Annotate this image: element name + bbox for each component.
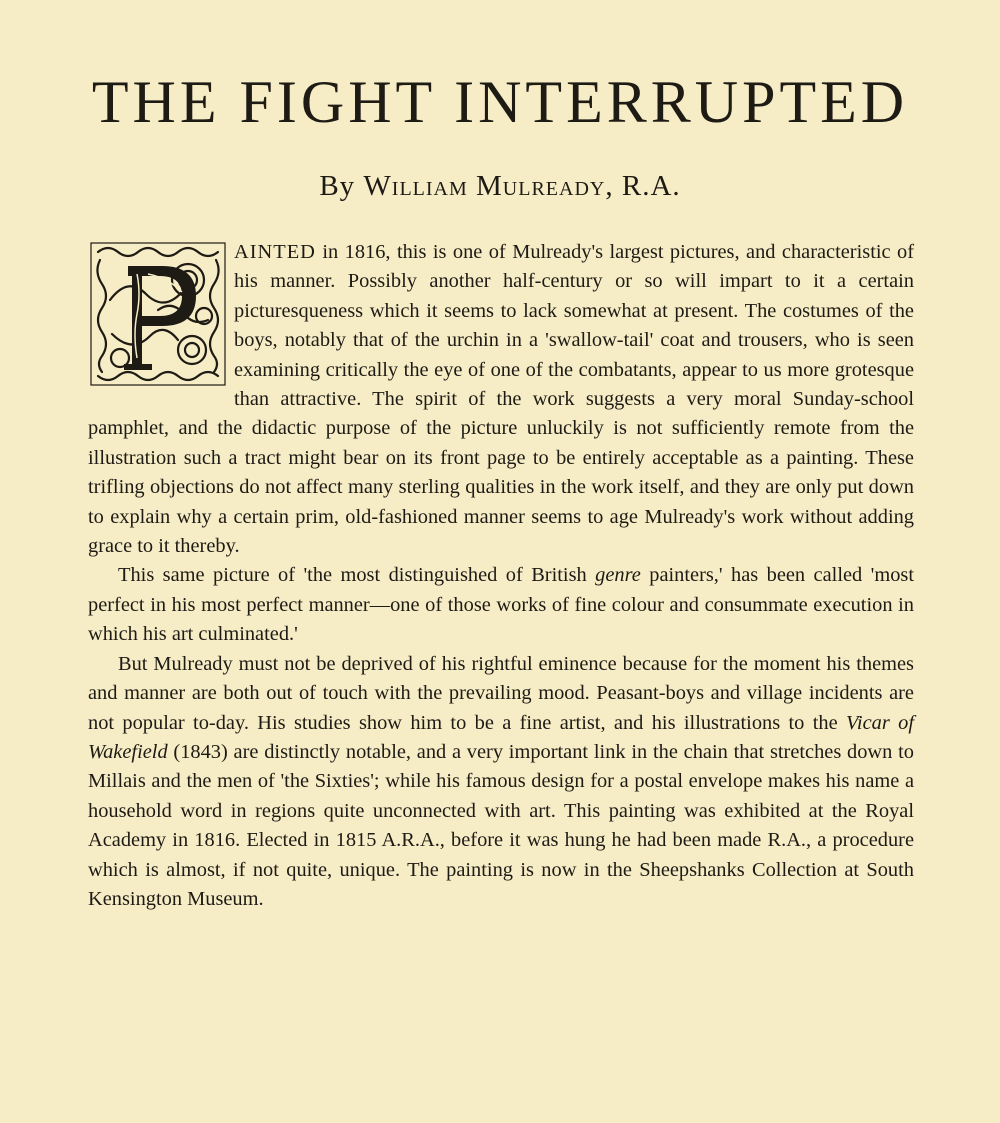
article-title: THE FIGHT INTERRUPTED (91, 69, 909, 135)
byline-suffix: , R.A. (605, 170, 681, 202)
paragraph-1-lead-word: AINTED (234, 241, 316, 263)
byline-prefix: By (319, 170, 364, 202)
paragraph-2-text-a: This same picture of 'the most distinguished of British (118, 564, 596, 587)
ornamental-drop-cap-p-icon (88, 240, 228, 388)
article-byline (0, 170, 1000, 203)
paragraph-2 (88, 561, 914, 649)
paragraph-3-text-a: But Mulready must not be deprived of his rightful eminence because for the moment his themes and manner are both out of touch with the prevailing mood. Peasant-boys and village incidents are not popular to-day. His studies show him to be a fine artist, and his illustrations to the (88, 652, 914, 734)
paragraph-2-italic: genre (595, 564, 641, 587)
article-body (88, 238, 914, 914)
paragraph-3-text-b: (1843) are distinctly notable, and a very important link in the chain that stretches down to Millais and the men of 'the Sixties'; while his famous design for a postal envelope makes his name a household word in regions quite unconnected with art. This painting was exhibited at the Royal Academy in 1816. Elected in 1815 A.R.A., before it was hung he had been made R.A., a procedure which is almost, if not quite, unique. The painting is now in the Sheepshanks Collection at South Kensington Museum. (88, 740, 914, 910)
byline-author: William Mulready (363, 170, 606, 202)
paragraph-2-text-b: painters,' has been called 'most perfect in his most perfect manner—one of those works of fine colour and consummate execution in which his art culminated.' (88, 564, 914, 646)
paragraph-3-italic: Vicar of Wakefield (88, 711, 914, 763)
paragraph-1-text: in 1816, this is one of Mulready's largest pictures, and characteristic of his manner. Possibly another half-century or so will impart to it a certain picturesqueness which it seems to lack somewhat at present. The costumes of the boys, notably that of the urchin in a 'swallow-tail' coat and trousers, who is seen examining critically the eye of one of the combatants, appear to us more grotesque than attractive. The spirit of the work suggests a very moral Sunday-school pamphlet, and the didactic purpose of the picture unluckily is not sufficiently remote from the illustration such a tract might bear on its front page to be entirely acceptable as a painting. These trifling objections do not affect many sterling qualities in the work itself, and they are only put down to explain why a certain prim, old-fashioned manner seems to age Mulready's work without adding grace to it thereby. (88, 241, 914, 558)
paragraph-3 (88, 650, 914, 915)
